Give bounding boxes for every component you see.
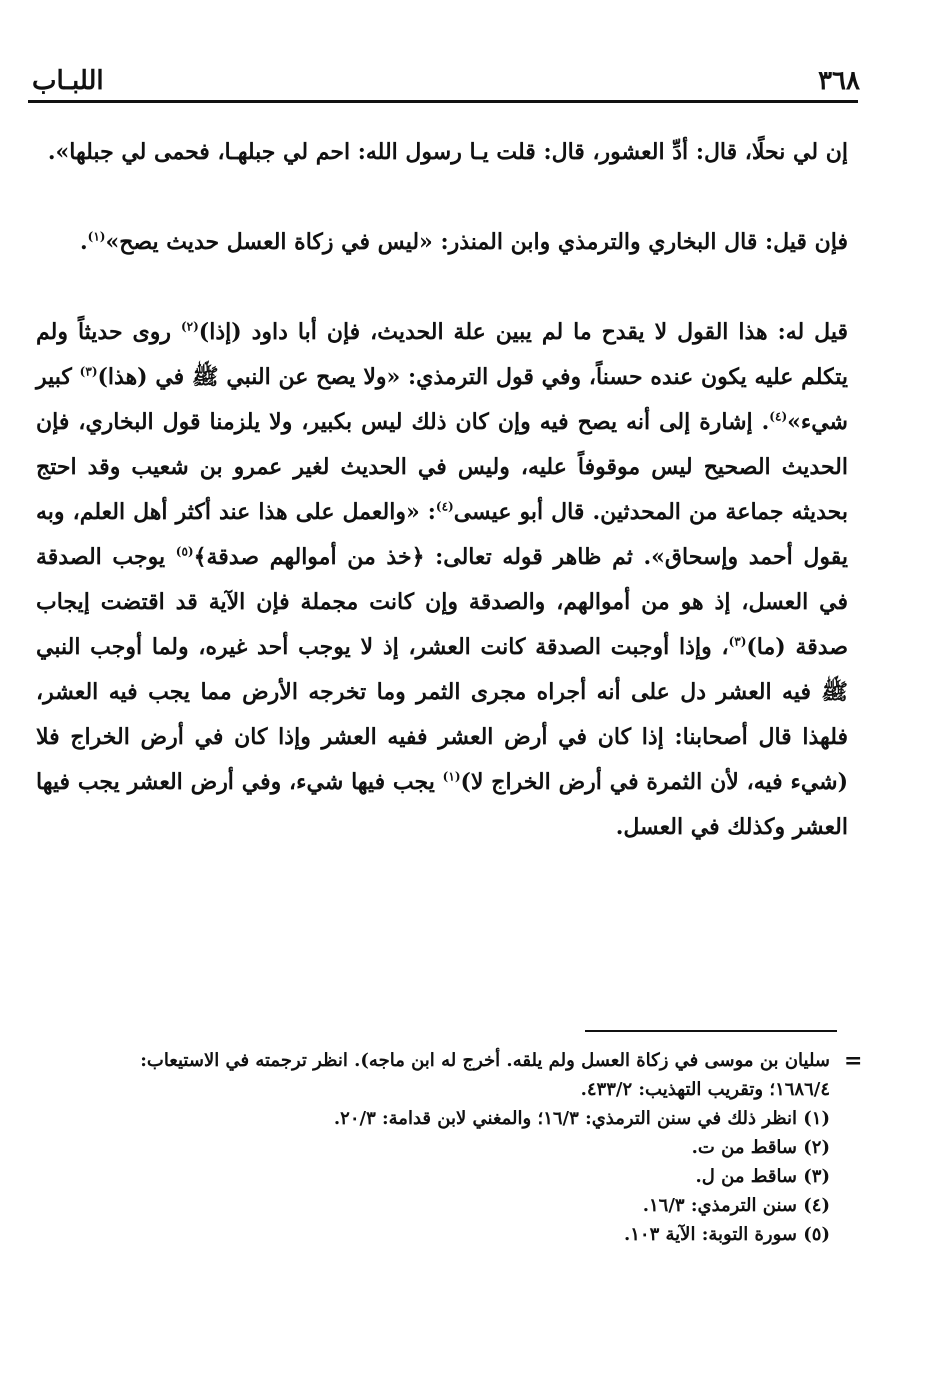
paragraph-3-part-h: يجب فيها شيء، وفي أرض العشر يجب فيها العشر وكذلك في العسل. bbox=[36, 769, 848, 840]
footnote-3: (٣) ساقط من ل. bbox=[695, 1166, 830, 1187]
footnote-ref: (٤) bbox=[769, 409, 788, 424]
footnote-ref: (١) bbox=[442, 769, 461, 784]
footnote-ref: (٢) bbox=[180, 319, 199, 334]
footnote-2: (٢) ساقط من ت. bbox=[691, 1137, 830, 1158]
footnote-rule bbox=[585, 1030, 837, 1032]
paragraph-3-part-d: . إشارة إلى أنه يصح فيه وإن كان ذلك ليس بكبير، ولا يلزمنا قول البخاري، فإن الحديث الصحيح ليس موقوفاً عليه، وليس في الحديث لغير عمرو بن شعيب وقد احتج بحديثه جماعة من المحدثين. قال أبو عيسى bbox=[36, 409, 848, 525]
footnote-5: (٥) سورة التوبة: الآية ١٠٣. bbox=[623, 1224, 830, 1245]
paragraph-3 bbox=[36, 310, 848, 850]
footnotes bbox=[60, 1046, 830, 1249]
paragraph-3-part-a: قيل له: هذا القول لا يقدح ما لم يبين علة الحديث، فإن أبا داود (إذا) bbox=[198, 319, 848, 345]
footnote-continued-line-1: سليان بن موسى في زكاة العسل ولم يلقه. أخرج له ابن ماجه). انظر ترجمته في الاستيعاب: bbox=[140, 1050, 830, 1071]
paragraph-3-part-g: ، وإذا أوجبت الصدقة كانت العشر، إذ لا يوجب أحد غيره، ولما أوجب النبي ﷺ فيه العشر دل على أنه أجراه مجرى الثمر وما تخرجه الأرض مما يجب فيه العشر، فلهذا قال أصحابنا: إذا كان في أرض العشر ففيه العشر وإذا كان في أرض الخراج فلا (شيء فيه، لأن الثمرة في أرض الخراج لا) bbox=[36, 634, 848, 795]
footnote-4: (٤) سنن الترمذي: ١٦/٣. bbox=[642, 1195, 830, 1216]
running-title: اللبـاب bbox=[32, 66, 104, 96]
footnote-ref: (٣) bbox=[728, 634, 747, 649]
paragraph-2-end: . bbox=[79, 229, 88, 255]
continuation-marker: = bbox=[844, 1048, 863, 1074]
paragraph-3-part-c: كبير شيء» bbox=[36, 364, 848, 435]
header-rule bbox=[28, 100, 858, 103]
page-header bbox=[20, 62, 860, 98]
footnote-ref: (٣) bbox=[79, 364, 98, 379]
paragraph-3-part-e: : «والعمل على هذا عند أكثر أهل العلم، وبه يقول أحمد وإسحاق». ثم ظاهر قوله تعالى: ﴿خذ من أموالهم صدقة﴾ bbox=[36, 499, 848, 570]
paragraph-1: إن لي نحلًا، قال: أدِّ العشور، قال: قلت يـا رسول الله: احم لي جبلهـا، فحمى لي جبلها». bbox=[47, 139, 848, 165]
paragraph-3-part-b: روى حديثاً ولم يتكلم عليه يكون عنده حسناً، وفي قول الترمذي: «ولا يصح عن النبي ﷺ في (هذا) bbox=[36, 319, 848, 390]
page-number: ٣٦٨ bbox=[818, 66, 860, 96]
footnote-ref: (١) bbox=[87, 229, 106, 244]
footnote-ref: (٤) bbox=[435, 499, 454, 514]
footnote-1: (١) انظر ذلك في سنن الترمذي: ١٦/٣؛ والمغني لابن قدامة: ٢٠/٣. bbox=[333, 1108, 830, 1129]
paragraph-2-text: فإن قيل: قال البخاري والترمذي وابن المنذر: «ليس في زكاة العسل حديث يصح» bbox=[105, 229, 848, 255]
main-text bbox=[36, 130, 848, 850]
paragraph-3-part-f: يوجب الصدقة في العسل، إذ هو من أموالهم، والصدقة وإن كانت مجملة فإن الآية قد اقتضت إيجاب صدقة (ما) bbox=[36, 544, 848, 660]
paragraph-2 bbox=[36, 220, 848, 265]
footnote-continued-line-2: ١٦٨٦/٤؛ وتقريب التهذيب: ٤٣٣/٢. bbox=[580, 1079, 830, 1100]
footnote-ref: (٥) bbox=[175, 544, 194, 559]
